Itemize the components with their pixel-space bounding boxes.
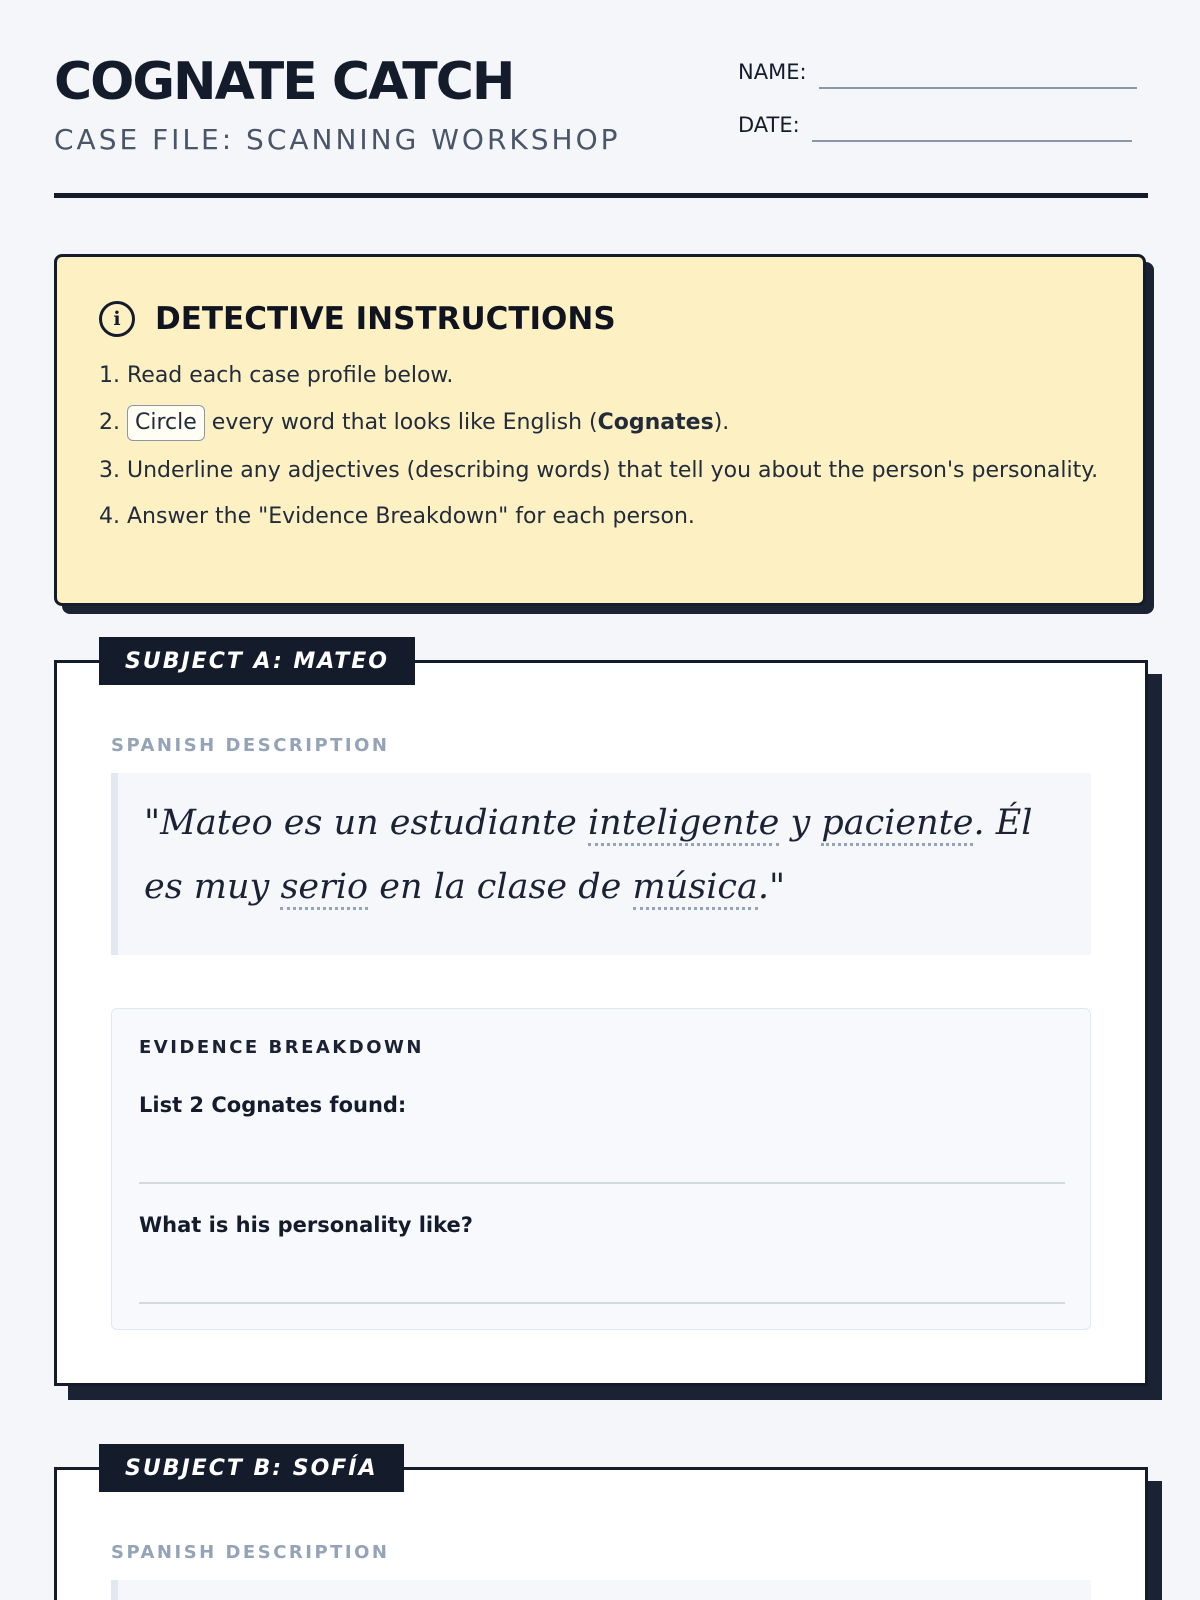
instructions-title: DETECTIVE INSTRUCTIONS (155, 301, 616, 337)
answer-line-1[interactable] (139, 1182, 1065, 1184)
instruction-item-1: 1. Read each case profile below. (99, 363, 454, 388)
subject-a-quote-box (111, 773, 1091, 955)
instruction-2-text: every word that looks like English ( (211, 410, 598, 435)
evidence-question-2: What is his personality like? (139, 1213, 473, 1237)
info-icon: i (99, 301, 135, 337)
evidence-question-1: List 2 Cognates found: (139, 1093, 407, 1117)
subject-b-card (54, 1455, 1148, 1600)
evidence-title: EVIDENCE BREAKDOWN (139, 1037, 424, 1058)
cognate-word[interactable]: paciente (821, 803, 973, 846)
subject-a-card (54, 648, 1148, 1386)
cognates-term: Cognates (597, 410, 714, 435)
quote-text-part: y (779, 803, 822, 843)
instructions-list (99, 359, 1099, 546)
quote-text-part: "Mateo es un estudiante (144, 803, 588, 843)
quote-text-part: en la clase de (368, 867, 633, 907)
subject-a-tag: SUBJECT A: MATEO (99, 637, 415, 685)
instructions-panel (54, 254, 1146, 606)
name-label: NAME: (738, 60, 807, 84)
instruction-item-3: 3. Underline any adjectives (describing words) that tell you about the person's personality. (99, 458, 1099, 483)
worksheet-title: COGNATE CATCH (54, 52, 514, 112)
quote-text-part: ." (757, 867, 786, 907)
instruction-item-4: 4. Answer the "Evidence Breakdown" for each person. (99, 504, 695, 529)
cognate-word[interactable]: música (633, 867, 758, 910)
name-line[interactable] (819, 87, 1137, 89)
cognate-word[interactable]: serio (280, 867, 368, 910)
date-field (738, 115, 1132, 136)
cognate-word[interactable]: inteligente (588, 803, 779, 846)
date-line[interactable] (812, 140, 1132, 142)
answer-line-2[interactable] (139, 1302, 1065, 1304)
subject-b-quote-box (111, 1580, 1091, 1600)
quote-text-part: . Él es muy (144, 803, 1033, 907)
circle-example-box: Circle (127, 405, 205, 441)
instructions-header (99, 301, 616, 337)
subject-a-quote (144, 791, 1065, 919)
header-divider (54, 193, 1148, 198)
subject-b-tag: SUBJECT B: SOFÍA (99, 1444, 404, 1492)
date-label: DATE: (738, 113, 800, 137)
subject-a-section-label: SPANISH DESCRIPTION (111, 735, 390, 756)
instruction-2-number: 2. (99, 410, 120, 435)
instruction-2-end: ). (713, 410, 730, 435)
instruction-item-2 (99, 405, 1099, 441)
worksheet-subtitle: CASE FILE: SCANNING WORKSHOP (54, 123, 621, 156)
name-field (738, 62, 1137, 83)
subject-b-section-label: SPANISH DESCRIPTION (111, 1542, 390, 1563)
subject-a-evidence-box (111, 1008, 1091, 1330)
